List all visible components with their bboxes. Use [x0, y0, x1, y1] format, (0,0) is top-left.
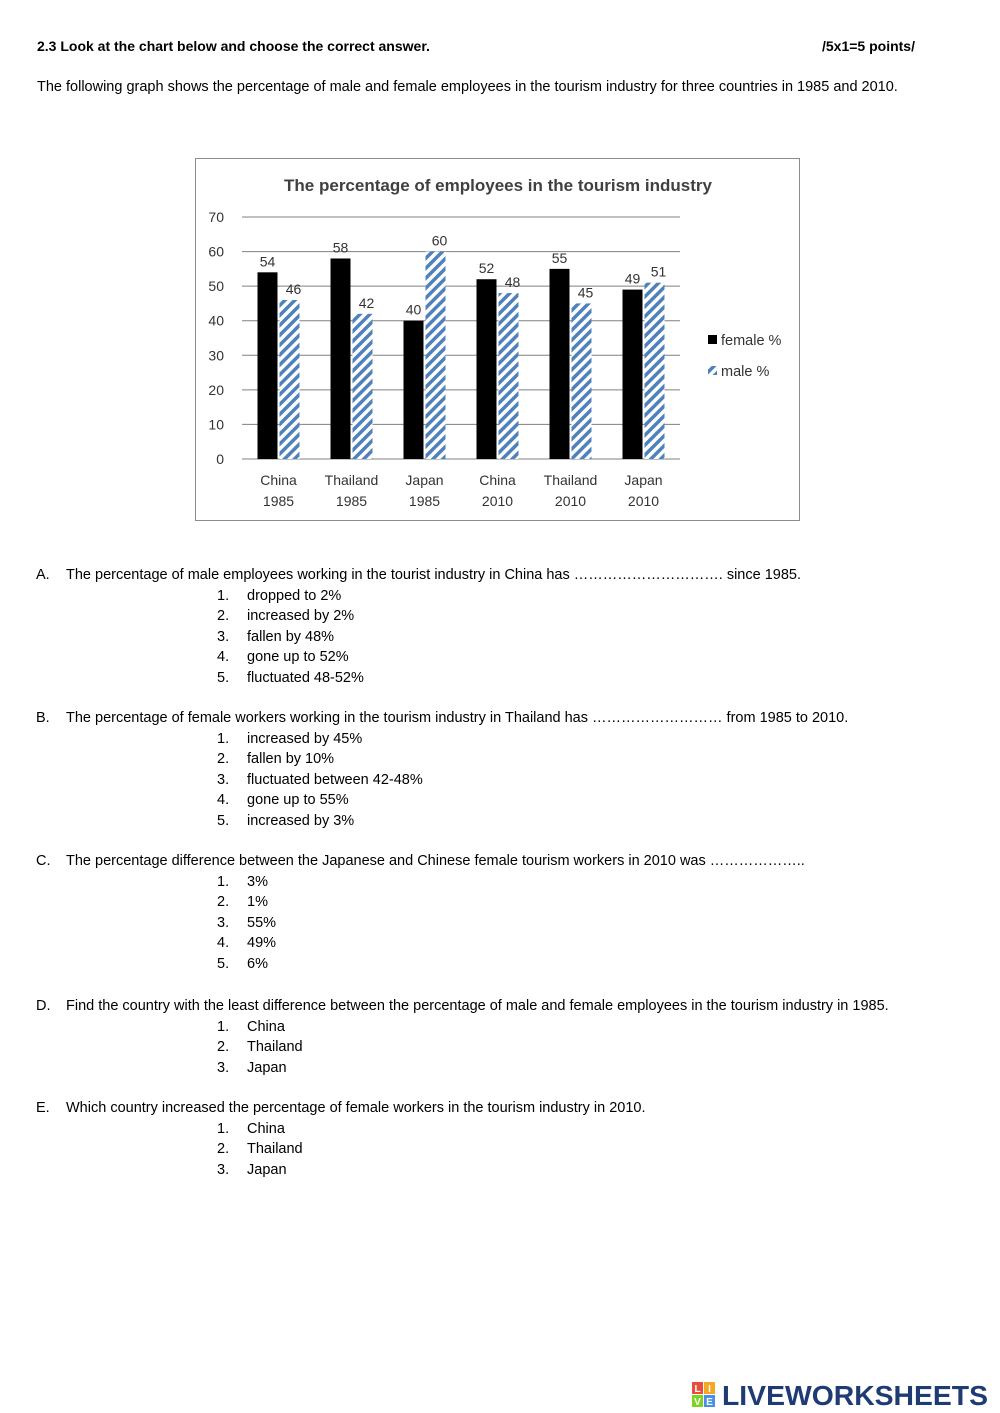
y-tick-label: 60	[208, 243, 224, 260]
option-number: 3.	[217, 1161, 230, 1178]
legend-label: male %	[721, 364, 770, 380]
option-text: increased by 45%	[247, 730, 363, 747]
bar-female	[623, 290, 643, 459]
data-label: 45	[577, 284, 594, 301]
question-letter: D.	[36, 998, 51, 1014]
x-tick-label: 2010	[627, 493, 660, 509]
option-text: increased by 2%	[247, 608, 355, 624]
option-text: dropped to 2%	[247, 587, 342, 604]
data-label: 60	[431, 232, 448, 249]
option-text: Thailand	[247, 1141, 303, 1157]
data-label: 42	[358, 294, 375, 311]
data-label: 51	[650, 263, 667, 280]
data-label: 52	[478, 260, 495, 277]
legend-swatch-male	[708, 366, 717, 375]
option-number: 4.	[217, 935, 230, 951]
option-text: fluctuated between 42-48%	[247, 771, 423, 788]
option-text: 1%	[247, 894, 268, 910]
bar-male	[499, 293, 519, 459]
logo-text: LIVEWORKSHEETS	[722, 1380, 988, 1410]
y-tick-label: 40	[208, 312, 224, 329]
option-text: gone up to 52%	[247, 649, 349, 665]
option-number: 2.	[217, 608, 230, 624]
x-tick-label: 1985	[408, 493, 441, 509]
question-text: Which country increased the percentage of female workers in the tourism industry in 2010.	[66, 1100, 646, 1116]
option-number: 3.	[217, 914, 230, 931]
option-number: 1.	[217, 587, 230, 604]
bar-female	[477, 279, 497, 459]
question-text: The percentage of female workers working in the tourism industry in Thailand has ……………………… from 1985 to 2010.	[66, 710, 849, 726]
data-label: 40	[405, 301, 422, 318]
data-label: 49	[624, 270, 641, 287]
option-number: 3.	[217, 771, 230, 788]
option-text: Japan	[247, 1161, 287, 1178]
data-label: 48	[504, 274, 521, 291]
chart-canvas	[196, 159, 801, 522]
legend-swatch-female	[708, 335, 717, 344]
question-letter: B.	[36, 710, 50, 726]
x-tick-label: Thailand	[543, 472, 598, 488]
option-number: 3.	[217, 628, 230, 645]
option-text: fallen by 10%	[247, 751, 335, 767]
option-text: 6%	[247, 955, 268, 972]
question-letter: A.	[36, 567, 50, 583]
x-tick-label: China	[260, 472, 297, 488]
option-number: 3.	[217, 1059, 230, 1076]
x-tick-label: China	[479, 472, 516, 488]
x-tick-label: Japan	[405, 472, 444, 488]
logo-badge-letter: V	[694, 1397, 701, 1408]
y-tick-label: 0	[216, 451, 224, 467]
option-number: 5.	[217, 955, 230, 972]
bar-female	[258, 272, 278, 459]
y-tick-label: 10	[208, 416, 224, 433]
logo-badge-letter: E	[706, 1397, 713, 1408]
logo-image	[692, 1378, 992, 1410]
bar-male	[353, 314, 373, 459]
logo-badge-icon	[692, 1382, 715, 1408]
option-number: 5.	[217, 669, 230, 686]
option-number: 1.	[217, 873, 230, 890]
y-tick-label: 30	[208, 347, 224, 364]
y-tick-label: 70	[208, 209, 224, 225]
data-label: 58	[332, 239, 349, 256]
option-text: Thailand	[247, 1039, 303, 1055]
option-number: 5.	[217, 812, 230, 829]
data-label: 54	[259, 253, 276, 270]
question-text: The percentage difference between the Japanese and Chinese female tourism workers in 2010 was ………………..	[66, 853, 805, 869]
bar-male	[572, 303, 592, 459]
data-label: 46	[285, 280, 302, 297]
legend-label: female %	[721, 333, 782, 349]
option-number: 4.	[217, 649, 230, 665]
option-number: 1.	[217, 730, 230, 747]
option-number: 1.	[217, 1018, 230, 1035]
x-tick-label: 1985	[262, 493, 295, 509]
x-tick-label: 2010	[481, 493, 514, 509]
y-tick-label: 50	[208, 278, 224, 295]
bar-male	[280, 300, 300, 459]
option-number: 2.	[217, 894, 230, 910]
intro-text: The following graph shows the percentage of male and female employees in the tourism industry for three countries in 1985 and 2010.	[37, 79, 898, 95]
data-label: 55	[551, 249, 568, 266]
option-text: fallen by 48%	[247, 628, 335, 645]
question-text: Find the country with the least difference between the percentage of male and female employees in the tourism industry in 1985.	[66, 998, 889, 1014]
bar-female	[550, 269, 570, 459]
bar-male	[645, 283, 665, 459]
x-tick-label: Japan	[624, 472, 663, 488]
option-text: fluctuated 48-52%	[247, 669, 364, 686]
points-label: /5x1=5 points/	[822, 38, 915, 54]
option-number: 2.	[217, 751, 230, 767]
option-text: 55%	[247, 914, 277, 931]
option-text: gone up to 55%	[247, 792, 349, 808]
option-text: Japan	[247, 1059, 287, 1076]
option-number: 4.	[217, 792, 230, 808]
bar-male	[426, 252, 446, 459]
question-text: The percentage of male employees working in the tourist industry in China has …………………………. since 1985.	[66, 567, 801, 583]
y-tick-label: 20	[208, 381, 224, 398]
bar-chart	[195, 158, 800, 521]
option-text: 3%	[247, 873, 268, 890]
option-text: 49%	[247, 935, 277, 951]
x-tick-label: Thailand	[324, 472, 379, 488]
bar-female	[404, 321, 424, 459]
chart-title: The percentage of employees in the tourism industry	[284, 176, 712, 195]
option-text: China	[247, 1120, 285, 1137]
bar-female	[331, 258, 351, 459]
x-tick-label: 2010	[554, 493, 587, 509]
section-title: 2.3 Look at the chart below and choose the correct answer.	[37, 38, 430, 54]
question-letter: C.	[36, 853, 51, 869]
liveworksheets-logo	[692, 1378, 992, 1410]
question-letter: E.	[36, 1100, 50, 1116]
option-number: 2.	[217, 1141, 230, 1157]
option-text: increased by 3%	[247, 812, 355, 829]
option-number: 2.	[217, 1039, 230, 1055]
option-number: 1.	[217, 1120, 230, 1137]
logo-badge-letter: L	[694, 1384, 701, 1395]
logo-badge-letter: I	[708, 1384, 711, 1395]
x-tick-label: 1985	[335, 493, 368, 509]
option-text: China	[247, 1018, 285, 1035]
